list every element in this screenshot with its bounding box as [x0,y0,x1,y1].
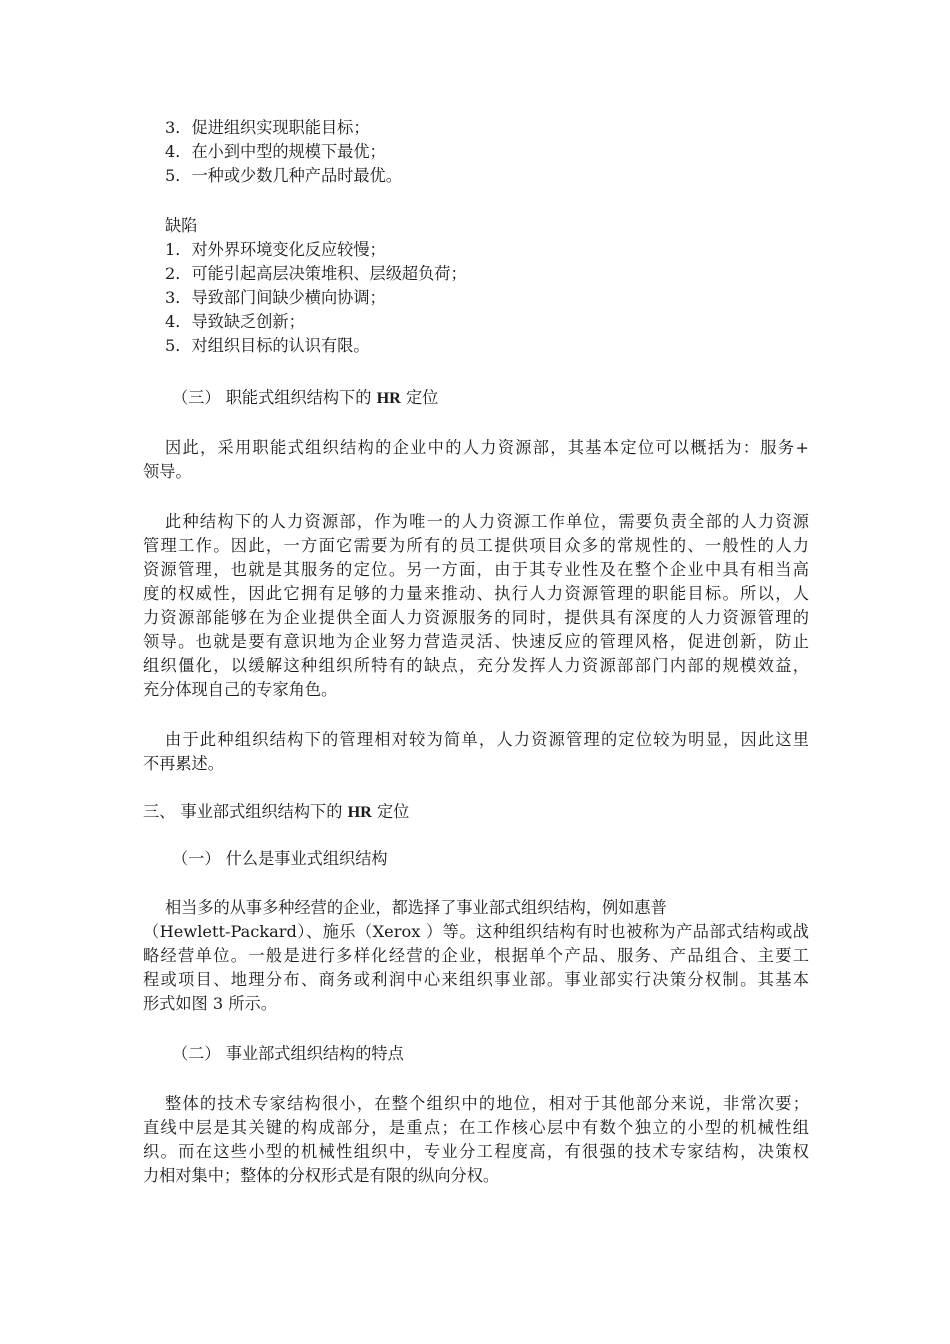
paragraph-divisional-line-4: 程或项目、地理分布、商务或利润中心来组织事业部。事业部实行决策分权制。其基本 [143,970,809,989]
advantage-item-4: 4．在小到中型的规模下最优； [165,142,386,161]
paragraph-features-line-1: 整体的技术专家结构很小，在整个组织中的地位，相对于其他部分来说，非常次要； [165,1094,809,1113]
paragraph-detail-line-2: 管理工作。因此，一方面它需要为所有的员工提供项目众多的常规性的、一般性的人力 [143,536,809,555]
paragraph-detail-line-6: 领导。也就是要有意识地为企业努力营造灵活、快速反应的管理风格，促进创新，防止 [143,632,809,651]
paragraph-divisional-line-3: 略经营单位。一般是进行多样化经营的企业，根据单个产品、服务、产品组合、主要工 [143,946,809,965]
section-three-suffix: 定位 [377,802,410,821]
advantage-item-5: 5．一种或少数几种产品时最优。 [165,166,402,185]
paragraph-simple-line-2: 不再累述。 [143,754,224,773]
section-heading-functional-hr [172,386,438,410]
section-heading-prefix: （三） 职能式组织结构下的 [172,388,372,407]
defects-heading: 缺陷 [165,216,198,235]
paragraph-simple-line-1: 由于此种组织结构下的管理相对较为简单，人力资源管理的定位较为明显，因此这里 [165,730,809,749]
paragraph-detail-line-4: 度的权威性，因此它拥有足够的力量来推动、执行人力资源管理的职能目标。所以，人 [143,584,809,603]
paragraph-summary-line-1: 因此，采用职能式组织结构的企业中的人力资源部，其基本定位可以概括为：服务+ [165,438,809,457]
paragraph-detail-line-1: 此种结构下的人力资源部，作为唯一的人力资源工作单位，需要负责全部的人力资源 [165,512,809,531]
defect-item-4: 4．导致缺乏创新； [165,312,305,331]
paragraph-features-line-3: 织。而在这些小型的机械性组织中，专业分工程度高，有很强的技术专家结构，决策权 [143,1142,809,1161]
paragraph-summary-line-2: 领导。 [143,462,192,481]
section-heading-suffix: 定位 [406,388,439,407]
subheading-what-is-divisional: （一） 什么是事业式组织结构 [172,849,388,868]
paragraph-detail-line-3: 资源管理，也就是其服务的定位。另一方面，由于其专业性及在整个企业中具有相当高 [143,560,809,579]
defect-item-3: 3．导致部门间缺少横向协调； [165,288,386,307]
paragraph-detail-line-5: 力资源部能够在为企业提供全面人力资源服务的同时，提供具有深度的人力资源管理的 [143,608,809,627]
paragraph-detail-line-7: 组织僵化，以缓解这种组织所特有的缺点，充分发挥人力资源部部门内部的规模效益， [143,656,809,675]
subheading-divisional-features: （二） 事业部式组织结构的特点 [172,1044,404,1063]
section-three-hr: HR [347,803,372,821]
paragraph-divisional-line-1: 相当多的从事多种经营的企业，都选择了事业部式组织结构，例如惠普 [165,898,667,917]
section-heading-hr: HR [376,389,401,407]
paragraph-features-line-2: 直线中层是其关键的构成部分，是重点；在工作核心层中有数个独立的小型的机械性组 [143,1118,809,1137]
defect-item-2: 2．可能引起高层决策堆积、层级超负荷； [165,264,467,283]
paragraph-detail-line-8: 充分体现自己的专家角色。 [143,680,338,699]
defect-item-1: 1．对外界环境变化反应较慢； [165,240,386,259]
defect-item-5: 5．对组织目标的认识有限。 [165,336,370,355]
section-three-prefix: 三、 事业部式组织结构下的 [143,802,343,821]
paragraph-divisional-line-2: （Hewlett-Packard）、施乐（Xerox ）等。这种组织结构有时也被称为产品部式结构或战 [143,922,809,941]
paragraph-divisional-line-5: 形式如图 3 所示。 [143,994,277,1013]
section-heading-three [143,800,409,824]
advantage-item-3: 3．促进组织实现职能目标； [165,118,370,137]
paragraph-features-line-4: 力相对集中；整体的分权形式是有限的纵向分权。 [143,1166,500,1185]
